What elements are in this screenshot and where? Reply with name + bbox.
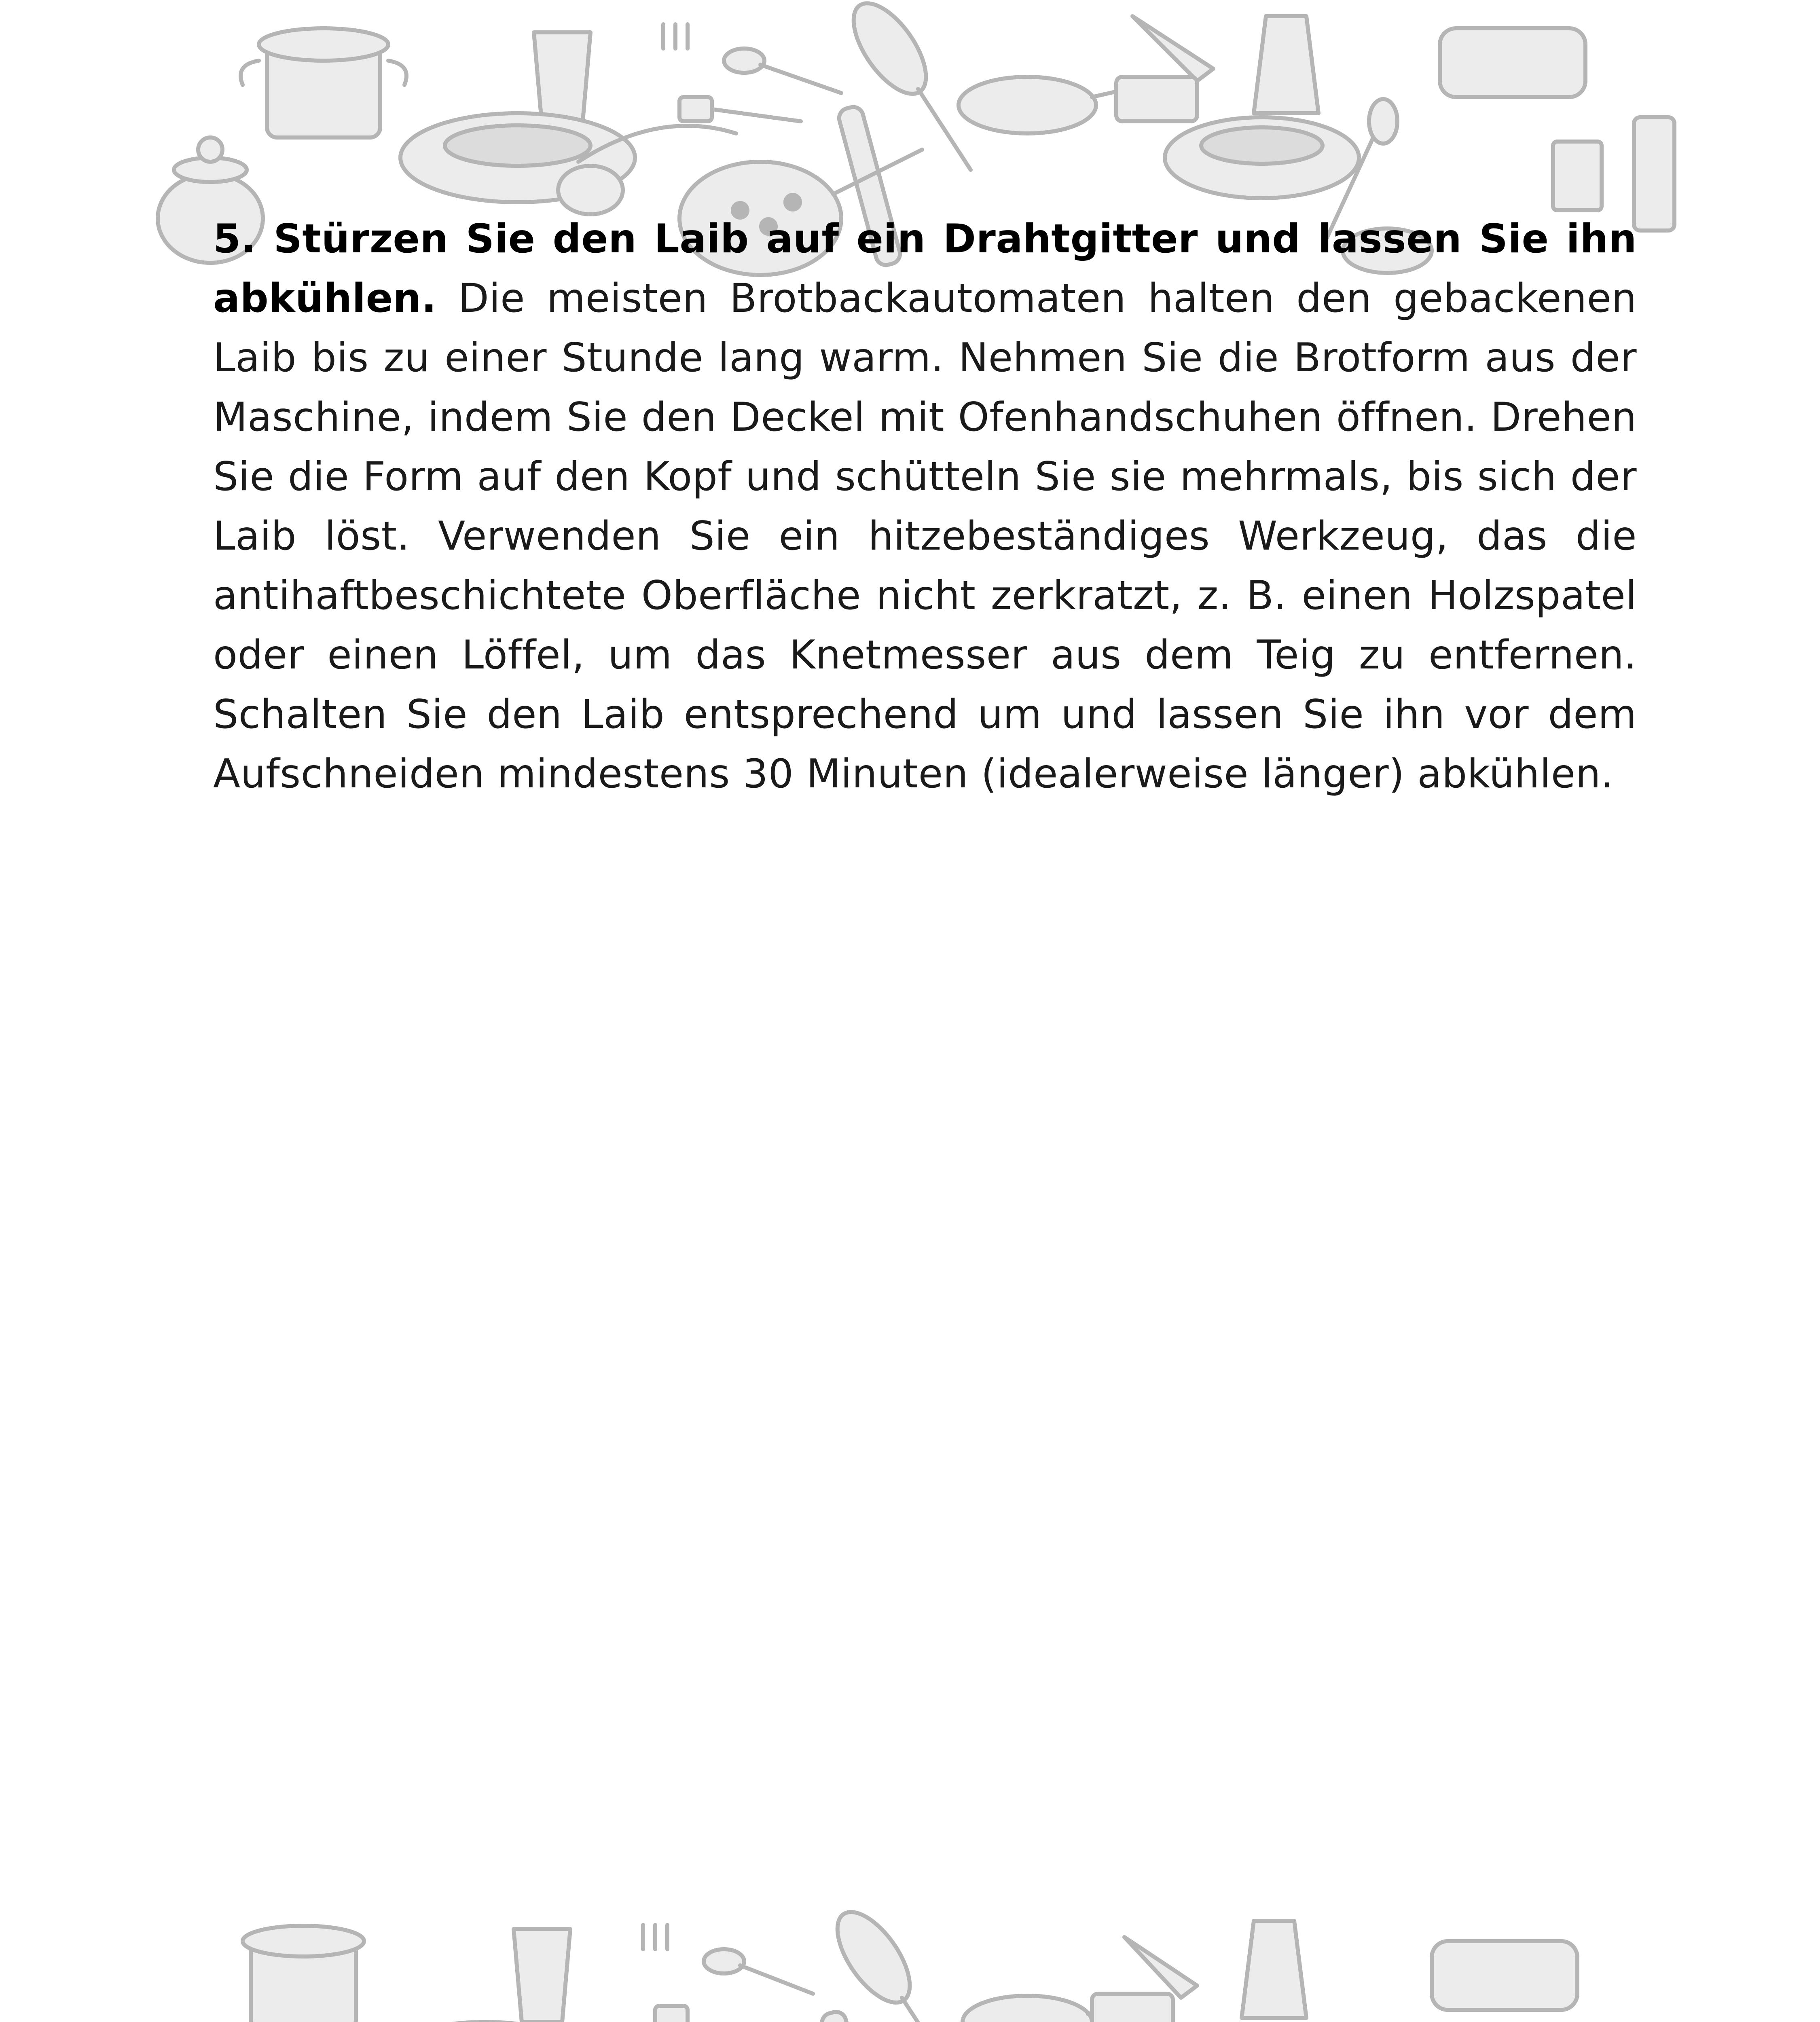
bottom-kitchen-border bbox=[0, 1901, 1820, 2022]
kitchen-utensils-bottom-icon bbox=[0, 1901, 1820, 2022]
instruction-paragraph bbox=[213, 209, 1637, 804]
instruction-step-body: Die meisten Brotbackautomaten halten den gebackenen Laib bis zu einer Stunde lang warm. Nehmen Sie die Brotform aus der Maschine, indem Sie den Deckel mit Ofenhandschuhen öffnen. Drehen Sie die Form auf den Kopf und schütteln Sie sie mehrmals, bis sich der Laib löst. Verwenden Sie ein hitzebeständiges Werkzeug, das die antihaftbeschichtete Oberfläche nicht zerkratzt, z. B. einen Holzspatel oder einen Löffel, um das Knetmesser aus dem Teig zu entfernen. Schalten Sie den Laib entsprechend um und lassen Sie ihn vor dem Aufschneiden mindestens 30 Minuten (idealerweise länger) abkühlen. bbox=[213, 275, 1637, 797]
instruction-step-heading: 5. Stürzen Sie den Laib auf ein Drahtgitter und lassen Sie ihn abkühlen. bbox=[213, 216, 1637, 321]
